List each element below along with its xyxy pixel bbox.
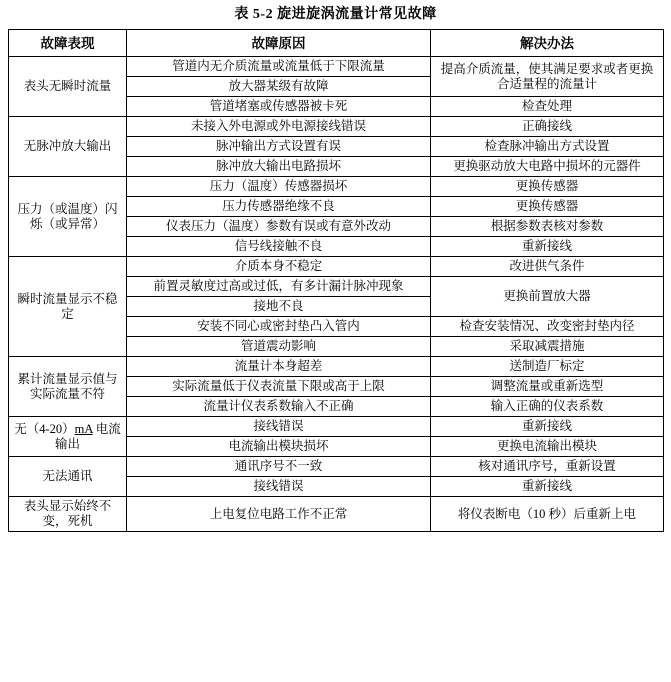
fault-solution-cell: 更换驱动放大电路中损坏的元器件 — [431, 157, 664, 177]
table-row — [9, 497, 664, 532]
fault-cause-cell: 流量计仪表系数输入不正确 — [127, 397, 431, 417]
table-row — [9, 117, 664, 137]
fault-solution-cell: 更换前置放大器 — [431, 277, 664, 317]
fault-cause-cell: 通讯序号不一致 — [127, 457, 431, 477]
fault-cause-cell: 管道堵塞或传感器被卡死 — [127, 97, 431, 117]
table-header — [9, 30, 664, 57]
fault-solution-cell: 根据参数表核对参数 — [431, 217, 664, 237]
table-row — [9, 457, 664, 477]
fault-cause-cell: 流量计本身超差 — [127, 357, 431, 377]
fault-cause-cell: 信号线接触不良 — [127, 237, 431, 257]
fault-symptom-cell: 瞬时流量显示不稳定 — [9, 257, 127, 357]
fault-cause-cell: 脉冲放大输出电路损坏 — [127, 157, 431, 177]
fault-solution-cell: 将仪表断电（10 秒）后重新上电 — [431, 497, 664, 532]
fault-solution-cell: 重新接线 — [431, 237, 664, 257]
fault-solution-cell: 更换电流输出模块 — [431, 437, 664, 457]
fault-symptom-cell: 无脉冲放大输出 — [9, 117, 127, 177]
fault-cause-cell: 压力传感器绝缘不良 — [127, 197, 431, 217]
fault-solution-cell: 检查脉冲输出方式设置 — [431, 137, 664, 157]
fault-cause-cell: 管道震动影响 — [127, 337, 431, 357]
fault-cause-cell: 上电复位电路工作不正常 — [127, 497, 431, 532]
header-cause: 故障原因 — [127, 30, 431, 57]
fault-solution-cell: 更换传感器 — [431, 197, 664, 217]
fault-solution-cell: 重新接线 — [431, 477, 664, 497]
header-solution: 解决办法 — [431, 30, 664, 57]
table-row — [9, 357, 664, 377]
fault-cause-cell: 接线错误 — [127, 477, 431, 497]
fault-cause-cell: 接线错误 — [127, 417, 431, 437]
fault-cause-cell: 介质本身不稳定 — [127, 257, 431, 277]
fault-cause-cell: 管道内无介质流量或流量低于下限流量 — [127, 57, 431, 77]
fault-symptom-cell: 无（4-20）mA 电流输出 — [9, 417, 127, 457]
fault-solution-cell: 检查安装情况、改变密封垫内径 — [431, 317, 664, 337]
fault-cause-cell: 电流输出模块损坏 — [127, 437, 431, 457]
fault-cause-cell: 接地不良 — [127, 297, 431, 317]
fault-solution-cell: 输入正确的仪表系数 — [431, 397, 664, 417]
fault-solution-cell: 重新接线 — [431, 417, 664, 437]
table-title: 表 5-2 旋进旋涡流量计常见故障 — [234, 7, 437, 22]
table-header-row — [9, 30, 664, 57]
fault-solution-cell: 改进供气条件 — [431, 257, 664, 277]
fault-solution-cell: 送制造厂标定 — [431, 357, 664, 377]
fault-cause-cell: 实际流量低于仪表流量下限或高于上限 — [127, 377, 431, 397]
fault-symptom-cell: 累计流量显示值与实际流量不符 — [9, 357, 127, 417]
table-row — [9, 177, 664, 197]
table-body — [9, 57, 664, 532]
fault-cause-cell: 压力（温度）传感器损坏 — [127, 177, 431, 197]
fault-solution-cell: 核对通讯序号，重新设置 — [431, 457, 664, 477]
fault-solution-cell: 检查处理 — [431, 97, 664, 117]
fault-solution-cell: 更换传感器 — [431, 177, 664, 197]
fault-cause-cell: 放大器某级有故障 — [127, 77, 431, 97]
fault-cause-cell: 仪表压力（温度）参数有误或有意外改动 — [127, 217, 431, 237]
fault-symptom-cell: 无法通讯 — [9, 457, 127, 497]
fault-solution-cell: 正确接线 — [431, 117, 664, 137]
fault-symptom-cell: 压力（或温度）闪烁（或异常） — [9, 177, 127, 257]
fault-table — [8, 29, 664, 532]
fault-solution-cell: 采取减震措施 — [431, 337, 664, 357]
fault-symptom-cell: 表头显示始终不变，死机 — [9, 497, 127, 532]
table-row — [9, 417, 664, 437]
header-symptom: 故障表现 — [9, 30, 127, 57]
fault-cause-cell: 安装不同心或密封垫凸入管内 — [127, 317, 431, 337]
fault-symptom-cell: 表头无瞬时流量 — [9, 57, 127, 117]
fault-cause-cell: 脉冲输出方式设置有误 — [127, 137, 431, 157]
fault-cause-cell: 未接入外电源或外电源接线错误 — [127, 117, 431, 137]
fault-solution-cell: 调整流量或重新选型 — [431, 377, 664, 397]
fault-solution-cell: 提高介质流量，使其满足要求或者更换合适量程的流量计 — [431, 57, 664, 97]
table-row — [9, 57, 664, 77]
fault-cause-cell: 前置灵敏度过高或过低，有多计漏计脉冲现象 — [127, 277, 431, 297]
ma-unit: mA — [74, 421, 93, 436]
table-row — [9, 257, 664, 277]
